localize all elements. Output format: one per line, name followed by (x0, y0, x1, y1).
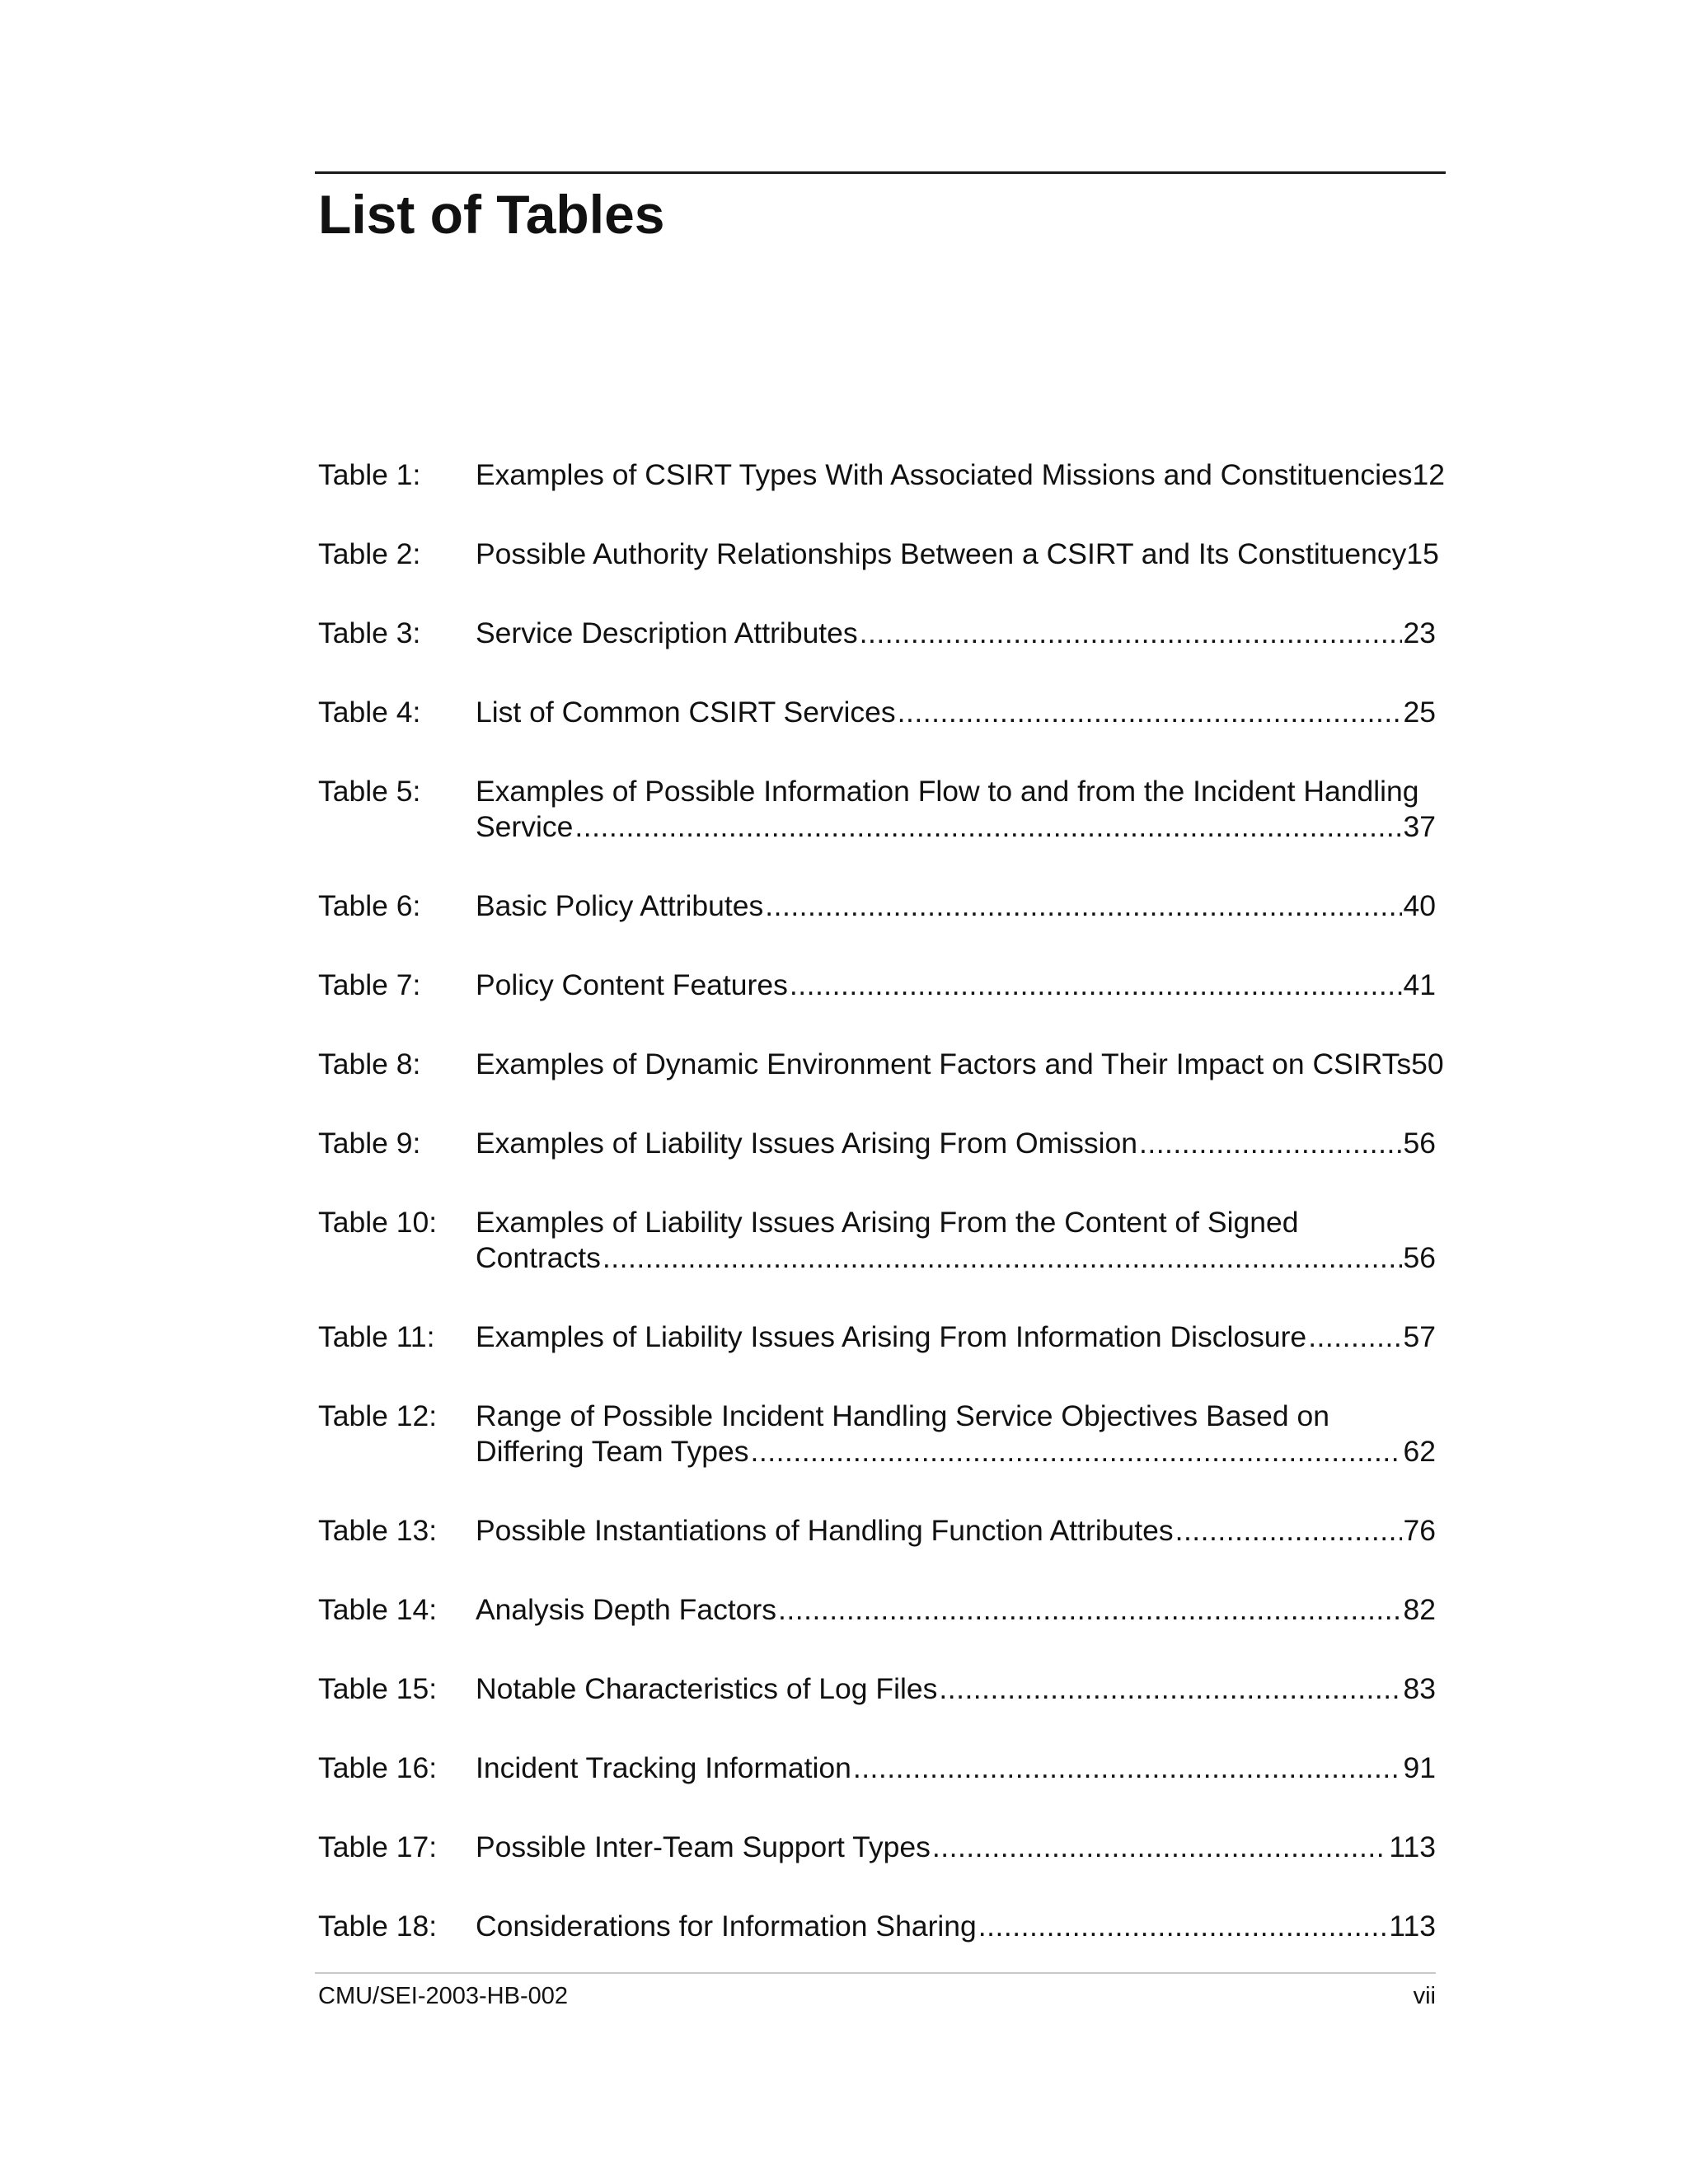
table-title (476, 1750, 1436, 1786)
table-number-label: Table 11: (318, 1320, 435, 1353)
table-title-text: Possible Authority Relationships Between a CSIRT and Its Constituency (476, 537, 1407, 570)
toc-entry[interactable] (318, 1909, 1446, 1944)
table-number-label: Table 15: (318, 1672, 438, 1705)
page-number: 76 (1403, 1514, 1436, 1547)
table-title-text: Possible Instantiations of Handling Function Attributes (476, 1514, 1174, 1547)
table-title-text: Differing Team Types (476, 1435, 749, 1468)
table-number-label: Table 5: (318, 775, 421, 808)
toc-entry[interactable] (318, 695, 1446, 730)
table-title-text: Service (476, 810, 574, 843)
table-title-text: List of Common CSIRT Services (476, 696, 896, 729)
page-number: 50 (1411, 1047, 1444, 1080)
page-number: 83 (1403, 1672, 1436, 1705)
dot-leader (778, 1592, 1401, 1628)
dot-leader (765, 888, 1401, 924)
page-number: 23 (1403, 616, 1436, 649)
dot-leader (898, 695, 1402, 730)
table-title-text: Service Description Attributes (476, 616, 858, 649)
toc-entry[interactable] (318, 537, 1446, 572)
table-title-text: Considerations for Information Sharing (476, 1910, 977, 1943)
table-number-label: Table 4: (318, 696, 421, 729)
list-of-tables (318, 457, 1446, 1988)
table-title (476, 1513, 1436, 1549)
table-title-text: Examples of Liability Issues Arising From Information Disclosure (476, 1320, 1307, 1353)
toc-entry[interactable] (318, 1319, 1446, 1355)
table-title-text: Notable Characteristics of Log Files (476, 1672, 938, 1705)
table-title (476, 774, 1436, 845)
table-title (476, 695, 1436, 730)
table-title-text: Contracts (476, 1241, 601, 1274)
table-title (476, 616, 1436, 651)
table-title (476, 537, 1439, 572)
page-number: 41 (1403, 968, 1436, 1001)
page-number: 37 (1403, 810, 1436, 843)
table-title (476, 1126, 1436, 1161)
table-number-label: Table 12: (318, 1399, 438, 1432)
page-number: 12 (1412, 458, 1446, 491)
page-title: List of Tables (318, 184, 665, 245)
table-title (476, 1671, 1436, 1707)
table-title (476, 457, 1446, 493)
table-title-text: Possible Inter-Team Support Types (476, 1830, 931, 1863)
footer-document-id: CMU/SEI-2003-HB-002 (318, 1983, 568, 2009)
table-title-text: Examples of CSIRT Types With Associated Missions and Constituencies (476, 458, 1413, 491)
table-number-label: Table 14: (318, 1593, 438, 1626)
table-title-text: Examples of Liability Issues Arising From the Content of Signed (476, 1206, 1299, 1239)
toc-entry[interactable] (318, 1126, 1446, 1161)
title-rule (315, 171, 1446, 174)
toc-entry[interactable] (318, 1830, 1446, 1865)
page-number: 82 (1403, 1593, 1436, 1626)
table-title-text: Examples of Liability Issues Arising From Omission (476, 1127, 1137, 1160)
toc-entry[interactable] (318, 1671, 1446, 1707)
toc-entry[interactable] (318, 616, 1446, 651)
page-number: 91 (1403, 1751, 1436, 1784)
dot-leader (574, 809, 1401, 845)
dot-leader (1175, 1513, 1402, 1549)
footer-rule (315, 1972, 1436, 1974)
page-number: 113 (1389, 1830, 1436, 1863)
table-title (476, 1830, 1436, 1865)
page-number: 56 (1403, 1127, 1436, 1160)
dot-leader (1139, 1126, 1402, 1161)
page-number: 56 (1403, 1241, 1436, 1274)
table-number-label: Table 16: (318, 1751, 438, 1784)
table-number-label: Table 1: (318, 458, 421, 491)
table-number-label: Table 6: (318, 889, 421, 922)
toc-entry[interactable] (318, 1750, 1446, 1786)
toc-entry[interactable] (318, 1047, 1446, 1082)
dot-leader (751, 1434, 1402, 1469)
table-number-label: Table 18: (318, 1910, 438, 1943)
page-number: 15 (1406, 537, 1439, 570)
dot-leader (932, 1830, 1388, 1865)
table-number-label: Table 13: (318, 1514, 438, 1547)
toc-entry[interactable] (318, 968, 1446, 1003)
table-title-text: Examples of Dynamic Environment Factors and Their Impact on CSIRTs (476, 1047, 1412, 1080)
dot-leader (978, 1909, 1388, 1944)
table-title (476, 888, 1436, 924)
toc-entry[interactable] (318, 1513, 1446, 1549)
table-title-text: Range of Possible Incident Handling Service Objectives Based on (476, 1399, 1330, 1432)
table-title (476, 1205, 1436, 1276)
dot-leader (790, 968, 1402, 1003)
page-number: 40 (1403, 889, 1436, 922)
page-number: 113 (1389, 1910, 1436, 1943)
table-title-text: Basic Policy Attributes (476, 889, 764, 922)
table-number-label: Table 10: (318, 1206, 438, 1239)
table-number-label: Table 2: (318, 537, 421, 570)
dot-leader (853, 1750, 1402, 1786)
toc-entry[interactable] (318, 774, 1446, 845)
page-number: 25 (1403, 696, 1436, 729)
table-number-label: Table 7: (318, 968, 421, 1001)
table-title-text: Examples of Possible Information Flow to and from the Incident Handling (476, 775, 1419, 808)
table-number-label: Table 8: (318, 1047, 421, 1080)
table-title-text: Policy Content Features (476, 968, 788, 1001)
table-number-label: Table 9: (318, 1127, 421, 1160)
toc-entry[interactable] (318, 1399, 1446, 1469)
page-number: 57 (1403, 1320, 1436, 1353)
footer-page-number: vii (1413, 1983, 1436, 2009)
table-title (476, 1399, 1436, 1469)
table-title-text: Incident Tracking Information (476, 1751, 851, 1784)
toc-entry[interactable] (318, 1592, 1446, 1628)
toc-entry[interactable] (318, 1205, 1446, 1276)
toc-entry[interactable] (318, 888, 1446, 924)
table-title (476, 1592, 1436, 1628)
page-number: 62 (1403, 1435, 1436, 1468)
table-title (476, 1319, 1436, 1355)
dot-leader (603, 1240, 1402, 1276)
table-title (476, 1909, 1436, 1944)
table-number-label: Table 17: (318, 1830, 438, 1863)
table-number-label: Table 3: (318, 616, 421, 649)
dot-leader (939, 1671, 1401, 1707)
table-title (476, 968, 1436, 1003)
table-title (476, 1047, 1444, 1082)
dot-leader (860, 616, 1402, 651)
toc-entry[interactable] (318, 457, 1446, 493)
dot-leader (1308, 1319, 1401, 1355)
table-title-text: Analysis Depth Factors (476, 1593, 777, 1626)
